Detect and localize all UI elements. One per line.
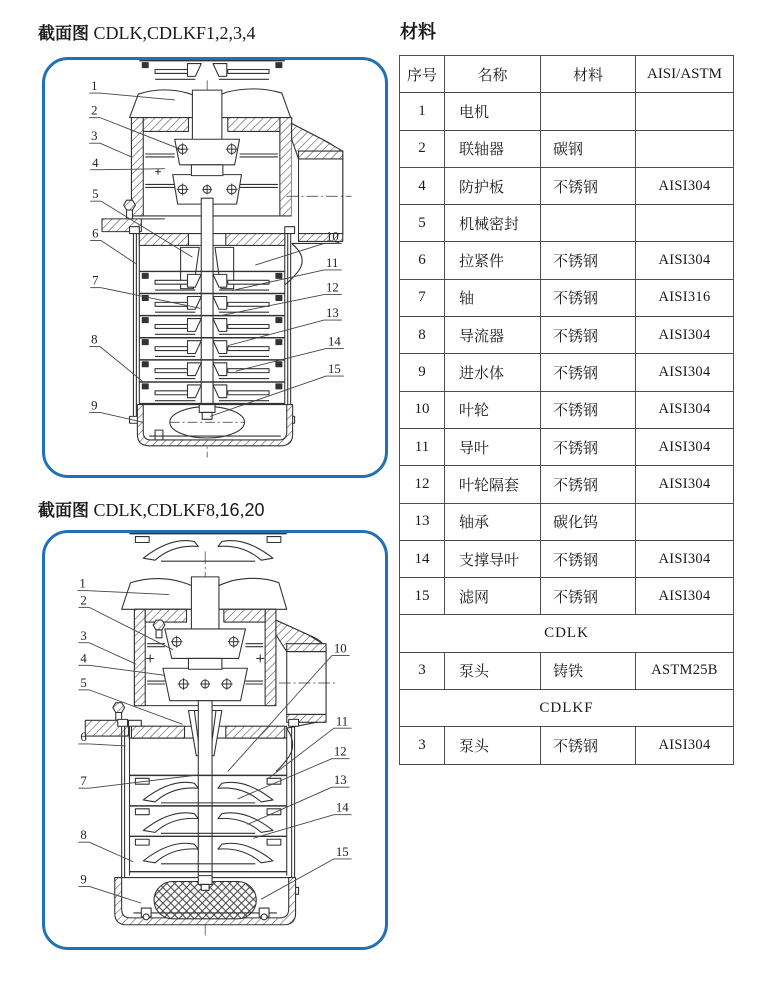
cell-standard (636, 130, 734, 167)
cell-part-name: 泵头 (445, 727, 541, 764)
cell-part-name: 叶轮 (445, 391, 541, 428)
cell-part-name: 进水体 (445, 354, 541, 391)
callout-number-4: 4 (92, 155, 99, 170)
cell-material: 不锈钢 (541, 540, 636, 577)
cell-standard: AISI304 (636, 354, 734, 391)
callout-number-3: 3 (80, 628, 87, 643)
callout-leader-3 (89, 643, 136, 665)
callout-number-11: 11 (326, 256, 339, 271)
header-material: 材料 (541, 56, 636, 93)
table-row (400, 652, 734, 689)
callout-leader-3 (100, 143, 131, 157)
cell-index: 14 (400, 540, 445, 577)
callout-number-10: 10 (326, 229, 339, 244)
callout-number-15: 15 (328, 362, 341, 377)
cell-material: 不锈钢 (541, 279, 636, 316)
callout-number-13: 13 (326, 306, 339, 321)
callout-number-8: 8 (80, 828, 87, 843)
section-title-1-model: CDLK,CDLKF1,2,3,4 (89, 23, 256, 43)
cell-index: 8 (400, 317, 445, 354)
callout-number-14: 14 (335, 800, 349, 815)
materials-table (399, 55, 734, 765)
cell-index: 4 (400, 167, 445, 204)
materials-heading: 材料 (400, 22, 436, 43)
section-title-2-model: CDLK,CDLKF8, (89, 500, 220, 520)
callout-leader-8 (89, 842, 133, 862)
cell-index: 7 (400, 279, 445, 316)
callout-number-11: 11 (335, 714, 349, 729)
cell-material: 不锈钢 (541, 428, 636, 465)
callout-leader-10 (255, 243, 324, 265)
callout-number-7: 7 (80, 774, 87, 789)
callout-number-6: 6 (92, 226, 99, 241)
table-row (400, 727, 734, 764)
table-row (400, 428, 734, 465)
cell-part-name: 轴承 (445, 503, 541, 540)
cell-part-name: 防护板 (445, 167, 541, 204)
table-row (400, 578, 734, 615)
table-row (400, 167, 734, 204)
cell-material (541, 93, 636, 130)
table-row (400, 130, 734, 167)
cell-index: 3 (400, 652, 445, 689)
cell-index: 1 (400, 93, 445, 130)
table-row (400, 242, 734, 279)
section-title-1 (38, 19, 256, 44)
cell-standard: AISI304 (636, 428, 734, 465)
cell-material (541, 205, 636, 242)
callout-leader-6 (101, 240, 136, 264)
cell-material: 不锈钢 (541, 354, 636, 391)
table-row (400, 354, 734, 391)
table-row (400, 466, 734, 503)
cell-index: 11 (400, 428, 445, 465)
callout-leader-7 (101, 288, 200, 309)
callout-number-14: 14 (328, 334, 341, 349)
cell-standard: AISI304 (636, 242, 734, 279)
section-title-2-prefix: 截面图 (38, 501, 89, 521)
cell-part-name: 轴 (445, 279, 541, 316)
callout-number-9: 9 (80, 872, 87, 887)
cell-standard: AISI304 (636, 466, 734, 503)
cell-standard: AISI304 (636, 167, 734, 204)
cell-index: 3 (400, 727, 445, 764)
callout-number-9: 9 (91, 398, 98, 413)
callout-number-6: 6 (80, 729, 87, 744)
callout-number-8: 8 (91, 332, 98, 347)
cell-material: 碳钢 (541, 130, 636, 167)
cell-index: 15 (400, 578, 445, 615)
cell-index: 10 (400, 391, 445, 428)
cell-index: 13 (400, 503, 445, 540)
callout-number-12: 12 (326, 280, 339, 295)
callout-number-1: 1 (79, 576, 86, 591)
cell-series-name: CDLKF (400, 690, 734, 727)
section-title-1-prefix: 截面图 (38, 24, 89, 44)
cell-material: 碳化钨 (541, 503, 636, 540)
table-row (400, 279, 734, 316)
cell-standard: ASTM25B (636, 652, 734, 689)
cell-part-name: 机械密封 (445, 205, 541, 242)
table-span-row (400, 690, 734, 727)
pump-cross-section-drawing-2 (45, 533, 385, 947)
cell-standard: AISI316 (636, 279, 734, 316)
cell-index: 6 (400, 242, 445, 279)
cell-part-name: 联轴器 (445, 130, 541, 167)
cell-standard: AISI304 (636, 391, 734, 428)
cell-material: 不锈钢 (541, 317, 636, 354)
cell-part-name: 拉紧件 (445, 242, 541, 279)
cell-part-name: 滤网 (445, 578, 541, 615)
cell-standard: AISI304 (636, 540, 734, 577)
section-title-2-model-sans: 16,20 (219, 500, 265, 520)
cell-standard: AISI304 (636, 578, 734, 615)
callout-leader-12 (238, 759, 332, 799)
cell-part-name: 导流器 (445, 317, 541, 354)
header-part-name: 名称 (445, 56, 541, 93)
cell-part-name: 叶轮隔套 (445, 466, 541, 503)
cell-material: 不锈钢 (541, 466, 636, 503)
table-row (400, 317, 734, 354)
header-standard: AISI/ASTM (636, 56, 734, 93)
cell-material: 不锈钢 (541, 391, 636, 428)
cross-section-diagram-2 (42, 530, 388, 950)
cell-standard (636, 93, 734, 130)
cell-part-name: 支撑导叶 (445, 540, 541, 577)
callout-number-3: 3 (91, 129, 98, 144)
cell-material: 铸铁 (541, 652, 636, 689)
cell-standard: AISI304 (636, 317, 734, 354)
callout-leader-6 (89, 744, 125, 746)
callout-number-15: 15 (335, 844, 349, 859)
cell-index: 12 (400, 466, 445, 503)
cell-part-name: 导叶 (445, 428, 541, 465)
cell-series-name: CDLK (400, 615, 734, 652)
cell-standard (636, 503, 734, 540)
cross-section-diagram-1 (42, 57, 388, 478)
header-index: 序号 (400, 56, 445, 93)
section-title-2 (38, 496, 265, 521)
cell-part-name: 泵头 (445, 652, 541, 689)
cell-material: 不锈钢 (541, 578, 636, 615)
callout-number-1: 1 (91, 79, 98, 94)
cell-standard (636, 205, 734, 242)
callout-number-10: 10 (333, 641, 347, 656)
callout-number-12: 12 (333, 744, 347, 759)
callout-number-13: 13 (333, 773, 347, 788)
table-header-row (400, 56, 734, 93)
callout-number-7: 7 (92, 273, 99, 288)
callout-number-2: 2 (80, 593, 87, 608)
table-row (400, 93, 734, 130)
table-row (400, 540, 734, 577)
cell-material: 不锈钢 (541, 167, 636, 204)
table-row (400, 503, 734, 540)
cell-index: 2 (400, 130, 445, 167)
callout-number-4: 4 (80, 651, 87, 666)
cell-material: 不锈钢 (541, 242, 636, 279)
cell-standard: AISI304 (636, 727, 734, 764)
callout-number-2: 2 (91, 103, 98, 118)
cell-part-name: 电机 (445, 93, 541, 130)
table-row (400, 391, 734, 428)
pump-cross-section-drawing-1 (45, 60, 385, 475)
cell-material: 不锈钢 (541, 727, 636, 764)
table-row (400, 205, 734, 242)
table-span-row (400, 615, 734, 652)
callout-number-5: 5 (92, 187, 99, 202)
cell-index: 5 (400, 205, 445, 242)
cell-index: 9 (400, 354, 445, 391)
callout-number-5: 5 (80, 675, 87, 690)
